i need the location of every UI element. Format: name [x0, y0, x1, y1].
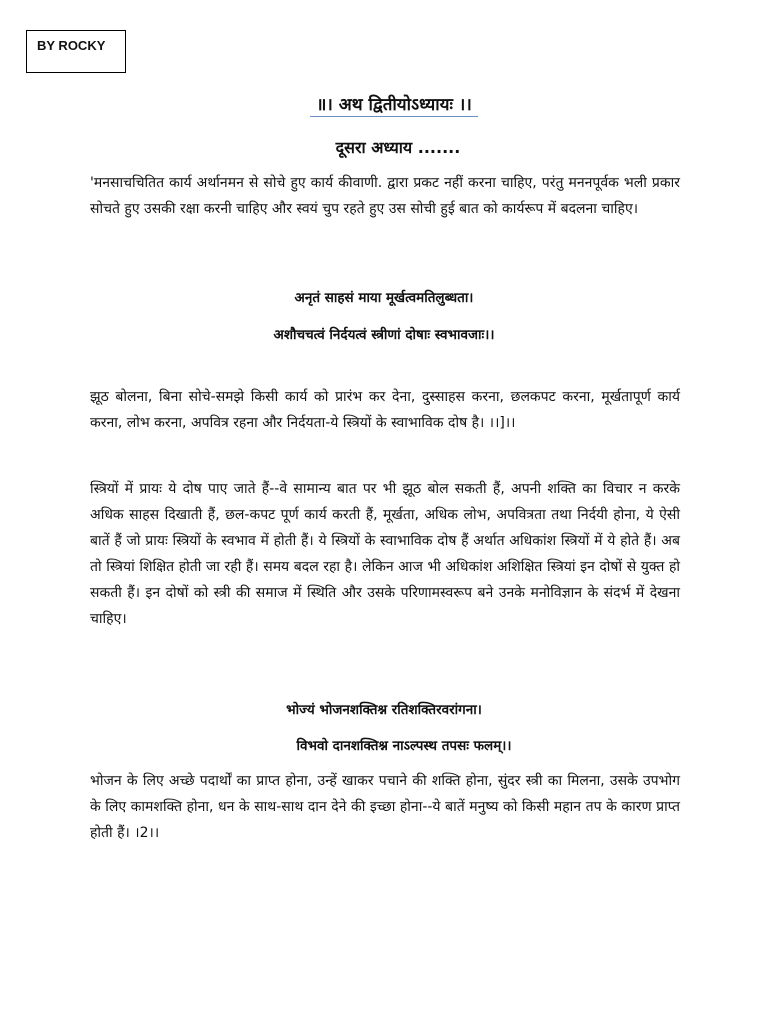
chapter-title [0, 92, 768, 117]
verse-1-meaning: झूठ बोलना, बिना सोचे-समझे किसी कार्य को प्रारंभ कर देना, दुस्साहस करना, छलकपट करना, मूर्खतापूर्ण कार्य करना, लोभ करना, अपवित्र रहना और निर्दयता-ये स्त्रियों के स्वाभाविक दोष है। ।।]।। [90, 389, 680, 431]
chapter-subtitle: दूसरा अध्याय ....... [335, 138, 461, 157]
chapter-title-text: ॥। अथ द्वितीयोऽध्यायः ।। [310, 92, 478, 117]
verse-2-line-1: भोज्यं भोजनशक्तिश्न रतिशक्तिरवरांगना। [286, 702, 482, 718]
verse-1-line-2: अशौचचत्वं निर्दयत्वं स्त्रीणां दोषाः स्वभावजाः।। [273, 327, 495, 343]
author-label: BY ROCKY [26, 30, 126, 73]
verse-1-line-1: अनृतं साहसं माया मूर्खत्वमतिलुब्धता। [294, 290, 474, 306]
verse-2-meaning: भोजन के लिए अच्छे पदार्थों का प्राप्त होना, उन्हें खाकर पचाने की शक्ति होना, सुंदर स्त्री का मिलना, उसके उपभोग के लिए कामशक्ति होना, धन के साथ-साथ दान देने की इच्छा होना--ये बातें मनुष्य को किसी महान तप के कारण प्राप्त होती हैं। ।2।। [90, 773, 680, 841]
verse-1-commentary: स्त्रियों में प्रायः ये दोष पाए जाते हैं--वे सामान्य बात पर भी झूठ बोल सकती हैं, अपनी शक्ति का विचार न करके अधिक साहस दिखाती हैं, छल-कपट पूर्ण कार्य करती हैं, मूर्खता, अधिक लोभ, अपवित्रता तथा निर्दयी होना, ये ऐसी बातें हैं जो प्रायः स्त्रियों के स्वभाव में होती हैं। ये स्त्रियों के स्वाभाविक दोष हैं अर्थात अधिकांश स्त्रियों में ये होते हैं। अब तो स्त्रियां शिक्षित होती जा रही हैं। समय बदल रहा है। लेकिन आज भी अधिकांश अशिक्षित स्त्रियां इन दोषों से युक्त हो सकती हैं। इन दोषों को स्त्री की समाज में स्थिति और उसके परिणामस्वरूप बने उनके मनोविज्ञान के संदर्भ में देखना चाहिए। [90, 481, 680, 627]
intro-paragraph: 'मनसाचचितित कार्य अर्थानमन से सोचे हुए कार्य कीवाणी. द्वारा प्रकट नहीं करना चाहिए, परंतु मननपूर्वक भली प्रकार सोचते हुए उसकी रक्षा करनी चाहिए और स्वयं चुप रहते हुए उस सोची हुई बात को कार्यरूप में बदलना चाहिए। [90, 175, 680, 217]
verse-2-line-2: विभवो दानशक्तिश्न नाऽल्पस्थ तपसः फलम्।। [296, 738, 512, 754]
